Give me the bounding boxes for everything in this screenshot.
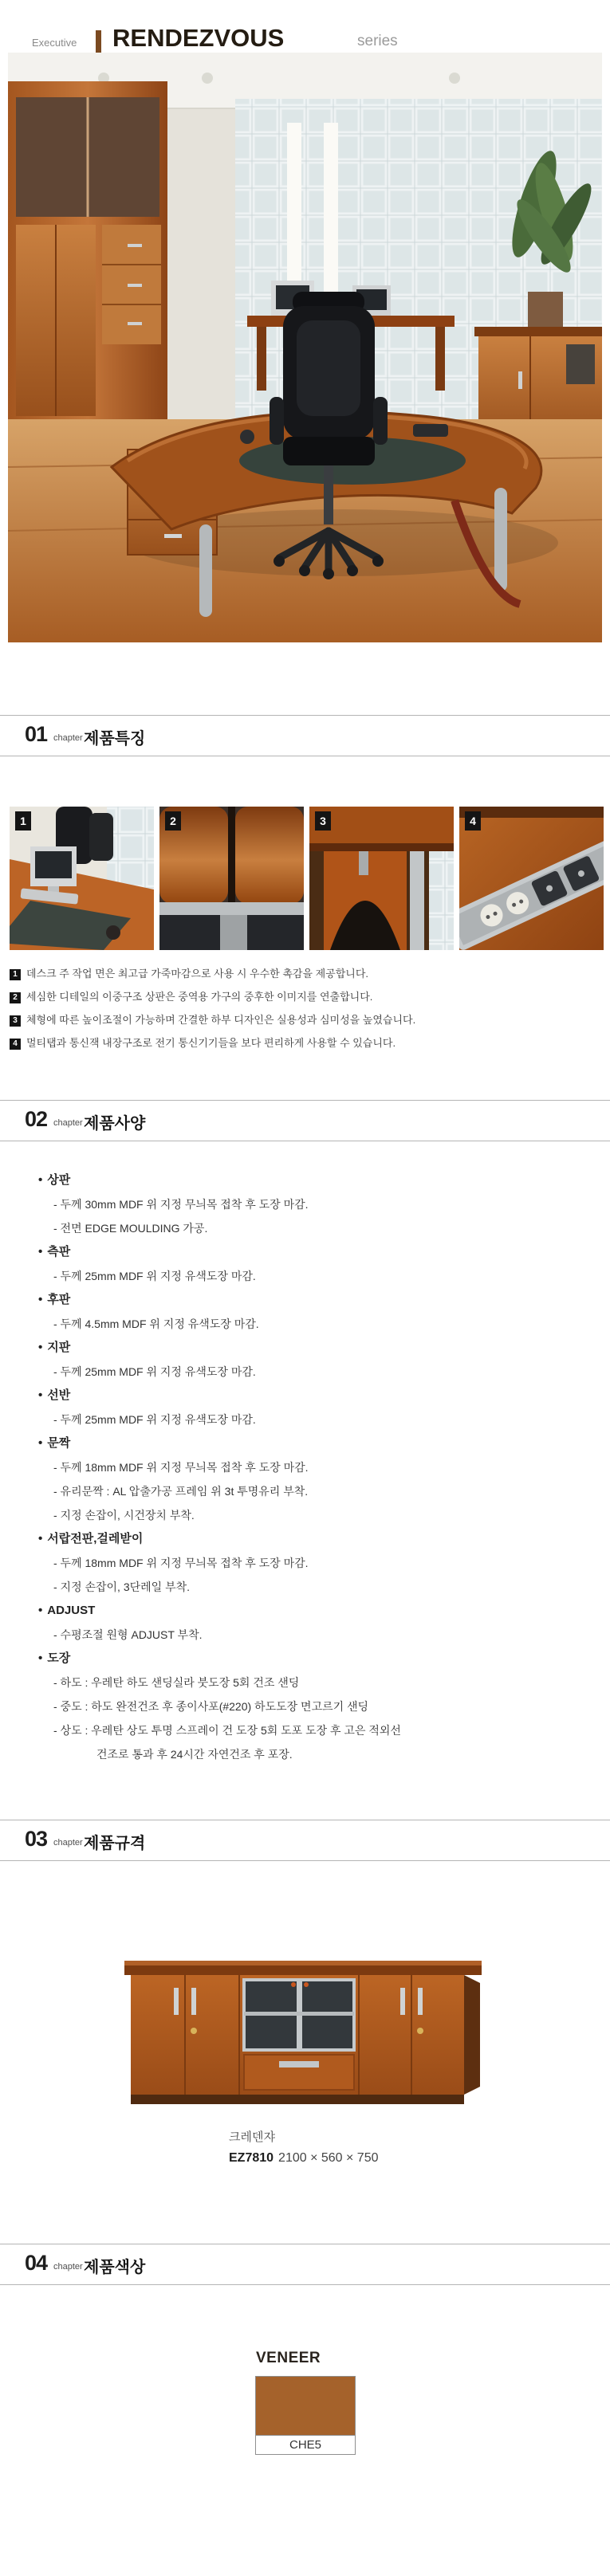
chapter-number: 01 <box>25 722 48 746</box>
spec-line-continuation: 건조로 통과 후 24시간 자연건조 후 포장. <box>96 1748 293 1761</box>
chapter-03-header <box>0 1820 610 1861</box>
series-subtitle: series <box>357 33 398 49</box>
hero-office-photo <box>8 53 602 642</box>
product-dimensions: 2100 × 560 × 750 <box>278 2151 379 2165</box>
chapter-label: chapter <box>53 1118 83 1128</box>
feature-image-4 <box>459 807 604 950</box>
veneer-swatch-color <box>256 2377 355 2435</box>
feature-item-3 <box>10 1011 600 1026</box>
chapter-number: 03 <box>25 1827 48 1851</box>
feature-text: 데스크 주 작업 면은 최고급 가죽마감으로 사용 시 우수한 촉감을 제공합니다. <box>26 968 369 980</box>
spec-line: - 두께 18mm MDF 위 지정 무늬목 접착 후 도장 마감. <box>53 1461 309 1474</box>
feature-item-1 <box>10 965 600 980</box>
chapter-title: 제품사양 <box>84 1115 146 1133</box>
spec-line: - 지정 손잡이, 시건장치 부착. <box>53 1509 195 1522</box>
spec-line: - 두께 18mm MDF 위 지정 무늬목 접착 후 도장 마감. <box>53 1557 309 1569</box>
product-model: EZ7810 <box>229 2151 274 2165</box>
veneer-swatch <box>255 2376 356 2455</box>
feature-photo-4 <box>459 807 604 950</box>
feature-image-number: 2 <box>165 811 181 831</box>
credenza-product-photo <box>120 1914 486 2112</box>
feature-image-number: 4 <box>465 811 481 831</box>
spec-heading: • 지판 <box>38 1336 565 1360</box>
spec-line: - 유리문짝 : AL 압출가공 프레임 위 3t 투명유리 부착. <box>53 1485 309 1498</box>
spec-line: - 두께 30mm MDF 위 지정 무늬목 접착 후 도장 마감. <box>53 1198 309 1211</box>
spec-heading: • 서랍전판,걸레받이 <box>38 1527 565 1551</box>
spec-heading: • 후판 <box>38 1288 565 1312</box>
feature-image-1 <box>10 807 154 950</box>
feature-text: 멀티탭과 통신잭 내장구조로 전기 통신기기들을 보다 편리하게 사용할 수 있습니다. <box>26 1037 396 1049</box>
series-title: RENDEZVOUS <box>112 24 285 52</box>
product-name: 크레덴쟈 <box>229 2130 275 2144</box>
feature-number-badge: 2 <box>10 992 21 1003</box>
chapter-label: chapter <box>53 2262 83 2272</box>
veneer-heading: VENEER <box>256 2350 321 2366</box>
spec-line: - 중도 : 하도 완전건조 후 종이사포(#220) 하도도장 면고르기 샌딩 <box>53 1700 369 1713</box>
feature-text: 체형에 따른 높이조절이 가능하며 간결한 하부 디자인은 실용성과 심미성을 높였습니다. <box>26 1014 416 1026</box>
spec-heading: • ADJUST <box>38 1599 565 1623</box>
series-eyebrow: Executive <box>32 37 77 49</box>
office-photo-illustration <box>8 53 602 642</box>
product-caption <box>229 2126 468 2168</box>
feature-item-4 <box>10 1035 600 1049</box>
spec-list <box>38 1168 565 1766</box>
spec-heading: • 측판 <box>38 1240 565 1264</box>
spec-heading: • 도장 <box>38 1647 565 1671</box>
spec-line: - 두께 25mm MDF 위 지정 유색도장 마감. <box>53 1270 256 1282</box>
chapter-label: chapter <box>53 1838 83 1848</box>
feature-number-badge: 4 <box>10 1039 21 1050</box>
feature-image-3 <box>309 807 454 950</box>
spec-line: - 두께 25mm MDF 위 지정 유색도장 마감. <box>53 1365 256 1378</box>
credenza-illustration <box>120 1914 486 2112</box>
chapter-label: chapter <box>53 733 83 743</box>
feature-image-number: 3 <box>315 811 331 831</box>
feature-image-number: 1 <box>15 811 31 831</box>
spec-line: - 두께 4.5mm MDF 위 지정 유색도장 마감. <box>53 1317 259 1330</box>
feature-number-badge: 1 <box>10 969 21 980</box>
feature-text: 세심한 디테일의 이중구조 상판은 중역용 가구의 중후한 이미지를 연출합니다. <box>26 991 373 1003</box>
chapter-02-header <box>0 1100 610 1141</box>
spec-heading: • 문짝 <box>38 1431 565 1455</box>
spec-line: - 상도 : 우레탄 상도 투명 스프레이 건 도장 5회 도포 도장 후 고은 적외선 <box>53 1724 401 1737</box>
chapter-01-header <box>0 715 610 756</box>
feature-photo-3 <box>309 807 454 950</box>
chapter-number: 04 <box>25 2251 48 2275</box>
feature-number-badge: 3 <box>10 1015 21 1027</box>
spec-line: - 하도 : 우레탄 하도 샌딩실라 붓도장 5회 건조 샌딩 <box>53 1676 300 1689</box>
chapter-04-header <box>0 2244 610 2285</box>
spec-heading: • 선반 <box>38 1384 565 1408</box>
feature-image-2 <box>159 807 304 950</box>
chapter-title: 제품규격 <box>84 1835 146 1852</box>
spec-line: - 지정 손잡이, 3단레일 부착. <box>53 1581 191 1593</box>
feature-photo-2 <box>159 807 304 950</box>
spec-line: - 수평조절 원형 ADJUST 부착. <box>53 1628 203 1641</box>
veneer-swatch-code: CHE5 <box>256 2435 355 2454</box>
chapter-number: 02 <box>25 1107 48 1131</box>
feature-item-2 <box>10 988 600 1003</box>
spec-heading: • 상판 <box>38 1168 565 1192</box>
chapter-title: 제품특징 <box>84 730 146 748</box>
accent-bar <box>96 30 101 54</box>
spec-line: - 전면 EDGE MOULDING 가공. <box>53 1222 208 1235</box>
chapter-title: 제품색상 <box>84 2259 146 2276</box>
product-spec <box>229 2149 468 2168</box>
feature-photo-1 <box>10 807 154 950</box>
spec-line: - 두께 25mm MDF 위 지정 유색도장 마감. <box>53 1413 256 1426</box>
